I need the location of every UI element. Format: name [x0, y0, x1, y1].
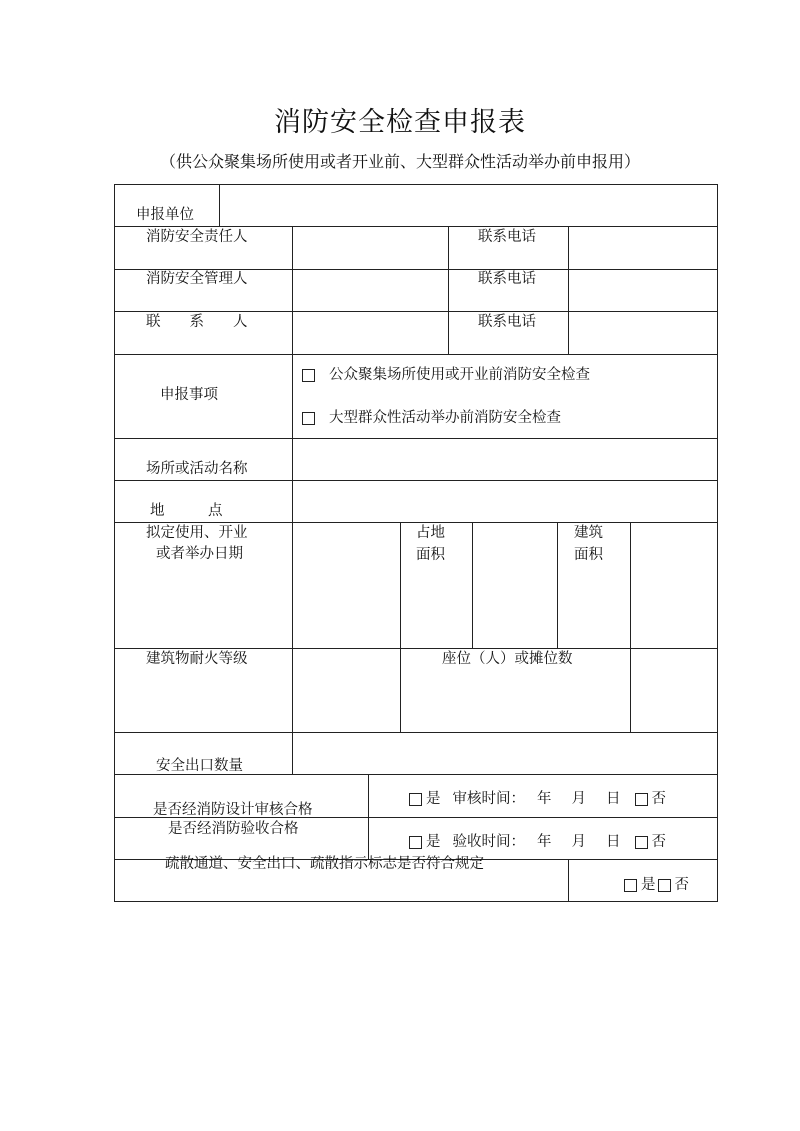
- contact-phone-label: 联系电话: [478, 271, 536, 287]
- col-divider: [292, 354, 293, 438]
- row-divider: [114, 438, 718, 439]
- application-item-label: 申报事项: [160, 387, 218, 403]
- col-divider: [472, 522, 473, 648]
- col-divider: [557, 522, 558, 648]
- row-divider: [114, 311, 718, 312]
- option-public-place-label: 公众聚集场所使用或开业前消防安全检查: [329, 367, 590, 383]
- col-divider: [292, 226, 293, 354]
- checkbox-icon[interactable]: [302, 369, 315, 382]
- col-divider: [568, 859, 569, 902]
- row-divider: [114, 732, 718, 733]
- row-divider: [114, 226, 718, 227]
- exit-count-label: 安全出口数量: [156, 758, 243, 774]
- no-label: 否: [651, 834, 666, 850]
- yes-label: 是: [641, 877, 656, 893]
- review-time-label: 审核时间：: [452, 791, 525, 807]
- row-divider: [114, 648, 718, 649]
- yes-label: 是: [426, 791, 441, 807]
- fire-rating-label: 建筑物耐火等级: [146, 651, 248, 667]
- col-divider: [400, 522, 401, 732]
- col-divider: [630, 522, 631, 732]
- seats-label: 座位（人）或摊位数: [442, 651, 573, 667]
- venue-name-label: 场所或活动名称: [146, 461, 248, 477]
- col-divider: [368, 774, 369, 859]
- option-large-event[interactable]: [302, 409, 561, 429]
- no-checkbox-icon[interactable]: [635, 793, 648, 806]
- day-label: 日: [606, 791, 621, 807]
- year-label: 年: [537, 791, 552, 807]
- yes-label: 是: [426, 834, 441, 850]
- year-label: 年: [537, 834, 552, 850]
- yes-checkbox-icon[interactable]: [624, 879, 637, 892]
- building-area-label-line1: 建筑: [574, 525, 603, 541]
- row-divider: [114, 480, 718, 481]
- no-label: 否: [674, 877, 689, 893]
- no-checkbox-icon[interactable]: [635, 836, 648, 849]
- acceptance-label: 是否经消防验收合格: [168, 821, 299, 837]
- acceptance-time-label: 验收时间：: [452, 834, 525, 850]
- fire-safety-manager-label: 消防安全管理人: [146, 271, 248, 287]
- no-checkbox-icon[interactable]: [658, 879, 671, 892]
- planned-date-label-line2: 或者举办日期: [156, 546, 243, 562]
- col-divider: [292, 522, 293, 774]
- month-label: 月: [571, 834, 586, 850]
- month-label: 月: [571, 791, 586, 807]
- day-label: 日: [606, 834, 621, 850]
- land-area-label-line1: 占地: [416, 525, 445, 541]
- applicant-unit-label: 申报单位: [136, 207, 194, 223]
- contact-phone-label: 联系电话: [478, 229, 536, 245]
- checkbox-icon[interactable]: [302, 412, 315, 425]
- applicant-unit-field[interactable]: [220, 185, 716, 225]
- option-large-event-label: 大型群众性活动举办前消防安全检查: [329, 410, 561, 426]
- land-area-label-line2: 面积: [416, 547, 445, 563]
- fire-safety-responsible-label: 消防安全责任人: [146, 229, 248, 245]
- building-area-label-line2: 面积: [574, 547, 603, 563]
- evacuation-compliance-label: 疏散通道、安全出口、疏散指示标志是否符合规定: [165, 856, 484, 872]
- design-review-label: 是否经消防设计审核合格: [153, 802, 313, 818]
- option-public-place[interactable]: [302, 366, 590, 386]
- no-label: 否: [651, 791, 666, 807]
- col-divider: [568, 226, 569, 354]
- form-title: 消防安全检查申报表: [274, 107, 526, 138]
- col-divider: [292, 438, 293, 522]
- planned-date-label-line1: 拟定使用、开业: [146, 525, 248, 541]
- design-review-options: [409, 790, 666, 810]
- acceptance-options: [409, 833, 666, 853]
- yes-checkbox-icon[interactable]: [409, 836, 422, 849]
- form-subtitle: （供公众聚集场所使用或者开业前、大型群众性活动举办前申报用）: [159, 152, 640, 171]
- evacuation-options: [624, 876, 689, 896]
- row-divider: [114, 522, 718, 523]
- row-divider: [114, 354, 718, 355]
- location-label: 地 点: [150, 503, 223, 519]
- contact-phone-label: 联系电话: [478, 314, 536, 330]
- yes-checkbox-icon[interactable]: [409, 793, 422, 806]
- col-divider: [448, 226, 449, 354]
- contact-person-label: 联 系 人: [146, 314, 248, 330]
